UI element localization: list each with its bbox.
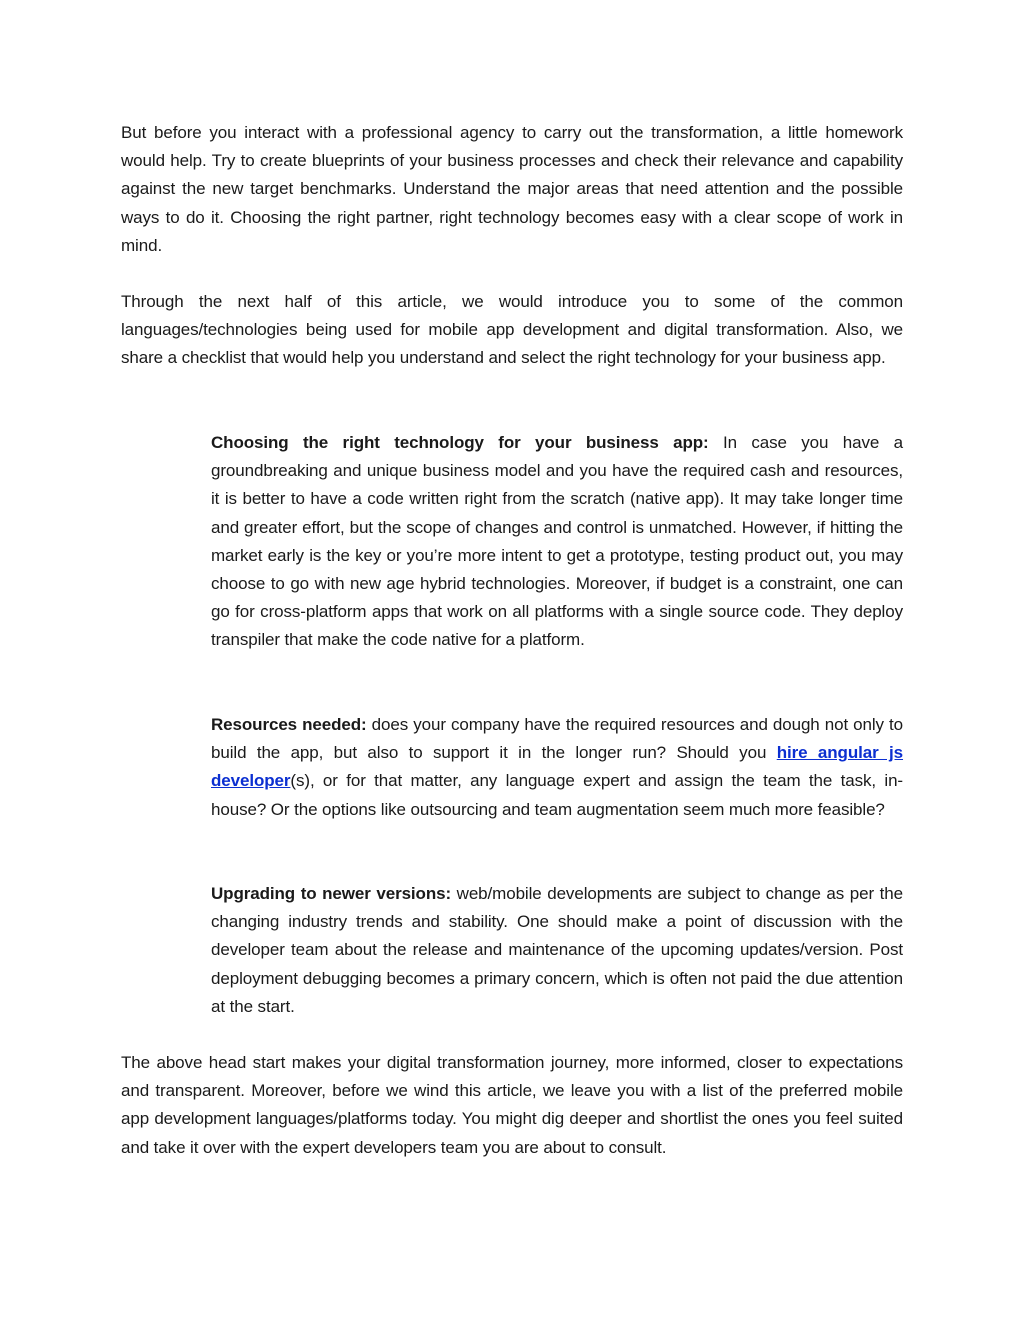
upgrading-versions-point [211,880,903,1021]
resources-needed-heading: Resources needed: [211,715,367,734]
upgrading-versions-text: web/mobile developments are subject to change as per the changing industry trends and stability. One should make a point of discussion with the developer team about the release and maintenance of the upcoming updates/version. Post deployment debugging becomes a primary concern, which is often not paid the due attention at the start. [211,884,903,1016]
upgrading-versions-heading: Upgrading to newer versions: [211,884,452,903]
technology-choice-point [211,429,903,655]
intro-paragraph: But before you interact with a professional agency to carry out the transformation, a little homework would help. Try to create blueprints of your business processes and check their relevance and capability against the new target benchmarks. Understand the major areas that need attention and the possible ways to do it. Choosing the right partner, right technology becomes easy with a clear scope of work in mind. [121,123,903,255]
hire-angular-developer-link[interactable]: hire angular js developer [211,743,904,791]
technology-choice-text: In case you have a groundbreaking and unique business model and you have the required cash and resources, it is better to have a code written right from the scratch (native app). It may take longer time and greater effort, but the scope of changes and control is unmatched. However, if hitting the market early is the key or you’re more intent to get a prototype, testing product out, you may choose to go with new age hybrid technologies. Moreover, if budget is a constraint, one can go for cross-platform apps that work on all platforms with a single source code. They deploy transpiler that make the code native for a platform. [211,433,903,650]
article-overview-paragraph: Through the next half of this article, we would introduce you to some of the common languages/technologies being used for mobile app development and digital transformation. Also, we share a checklist that would help you understand and select the right technology for your business app. [121,292,903,368]
resources-needed-point [211,711,903,824]
conclusion-paragraph: The above head start makes your digital transformation journey, more informed, closer to expectations and transparent. Moreover, before we wind this article, we leave you with a list of the preferred mobile app development languages/platforms today. You might dig deeper and shortlist the ones you feel suited and take it over with the expert developers team you are about to consult. [121,1053,903,1157]
technology-choice-heading: Choosing the right technology for your business app: [211,433,709,452]
resources-needed-text-continued: (s), or for that matter, any language expert and assign the team the task, in-house? Or the options like outsourcing and team augmentation seem much more feasible? [211,771,903,819]
resources-needed-text: does your company have the required resources and dough not only to build the app, but also to support it in the longer run? Should you [211,715,903,763]
